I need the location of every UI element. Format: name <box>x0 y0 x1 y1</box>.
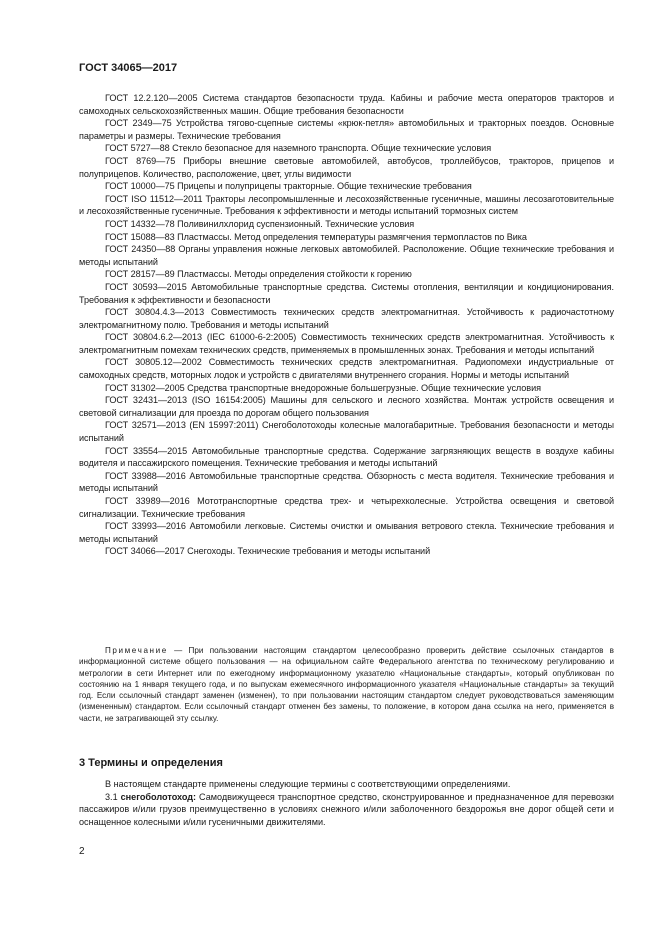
normative-references-list <box>79 92 614 558</box>
section-body <box>79 778 614 828</box>
reference-item: ГОСТ 34066—2017 Снегоходы. Технические требования и методы испытаний <box>105 546 431 557</box>
reference-item: ГОСТ 30593—2015 Автомобильные транспортные средства. Системы отопления, вентиляции и кондиционирования. Требования к эффективности и безопасности <box>79 281 614 305</box>
reference-item: ГОСТ 33989—2016 Мототранспортные средства трех- и четырехколесные. Устройства освещения и световой сигнализации. Технические требования <box>79 496 614 519</box>
term-name: снегоболотоход: <box>120 791 197 802</box>
term-definition <box>79 791 614 829</box>
document-header: ГОСТ 34065—2017 <box>79 62 178 74</box>
reference-item: ГОСТ 10000—75 Прицепы и полуприцепы тракторные. Общие технические требования <box>105 181 472 192</box>
page-number: 2 <box>79 846 85 857</box>
reference-item: ГОСТ 12.2.120—2005 Система стандартов безопасности труда. Кабины и рабочие места операторов тракторов и самоходных сельскохозяйственных машин. Общие требования безопасности <box>79 93 614 116</box>
reference-item: ГОСТ 33993—2016 Автомобили легковые. Системы очистки и омывания ветрового стекла. Технические требования и методы испытаний <box>79 521 614 544</box>
note-label: Примечание <box>105 646 168 655</box>
reference-item: ГОСТ 28157—89 Пластмассы. Методы определения стойкости к горению <box>105 269 412 280</box>
reference-item: ГОСТ 30804.4.3—2013 Совместимость технических средств электромагнитная. Устойчивость к радиочастотному электромагнитному полю. Требования и методы испытаний <box>79 307 614 330</box>
section-intro: В настоящем стандарте применены следующие термины с соответствующими определениями. <box>105 779 511 789</box>
section-title: 3 Термины и определения <box>79 757 223 769</box>
reference-item: ГОСТ 31302—2005 Средства транспортные внедорожные большегрузные. Общие технические условия <box>105 382 541 393</box>
term-definition-text: Самодвижущееся транспортное средство, сконструированное и предназначенное для перевозки пассажиров и/или грузов преимущественно в условиях снежного и/или заболоченного бездорожья вне дорог общей сети и оснащенное колесными и/или гусеничными движителями. <box>79 791 615 827</box>
reference-item: ГОСТ 30804.6.2—2013 (IEC 61000-6-2:2005) Совместимость технических средств электромагнитная. Устойчивость к электромагнитным помехам технических средств, применяемых в промышленных зонах. Требования и методы испытаний <box>79 332 614 355</box>
note-paragraph <box>79 645 614 724</box>
reference-item: ГОСТ 32571—2013 (EN 15997:2011) Снегоболотоходы колесные малогабаритные. Требования безопасности и методы испытаний <box>79 420 614 444</box>
note-text: — При пользовании настоящим стандартом целесообразно проверить действие ссылочных стандартов в информационной системе общего пользования — на официальном сайте Федерального агентства по техническому регулированию и метрологии в сети Интернет или по ежегодному информационному указателю «Национальные стандарты», который опубликован по состоянию на 1 января текущего года, и по выпускам ежемесячного информационного указателя «Национальные стандарты» за текущий год. Если ссылочный стандарт заменен (изменен), то при пользовании настоящим стандартом следует руководствоваться заменяющим (измененным) стандартом. Если ссылочный стандарт отменен без замены, то положение, в котором дана ссылка на него, применяется в части, не затрагивающей эту ссылку. <box>79 646 614 723</box>
reference-item: ГОСТ 8769—75 Приборы внешние световые автомобилей, автобусов, троллейбусов, тракторов, прицепов и полуприцепов. Количество, расположение, цвет, углы видимости <box>79 155 614 179</box>
reference-item: ГОСТ 15088—83 Пластмассы. Метод определения температуры размягчения термопластов по Вика <box>105 231 527 242</box>
reference-item: ГОСТ 32431—2013 (ISO 16154:2005) Машины для сельского и лесного хозяйства. Монтаж устройств освещения и световой сигнализации для проезда по дорогам общего пользования <box>79 395 614 418</box>
reference-item: ГОСТ 2349—75 Устройства тягово-сцепные системы «крюк-петля» автомобильных и тракторных поездов. Основные параметры и размеры. Технические требования <box>79 118 614 141</box>
reference-item: ГОСТ ISO 11512—2011 Тракторы лесопромышленные и лесохозяйственные гусеничные, машины лесозаготовительные и лесохозяйственные гусеничные. Требования к эффективности и методы испытаний тормозных систем <box>79 193 614 217</box>
reference-item: ГОСТ 24350—88 Органы управления ножные легковых автомобилей. Расположение. Общие технические требования и методы испытаний <box>79 244 614 267</box>
term-number: 3.1 <box>105 791 121 802</box>
reference-item: ГОСТ 33988—2016 Автомобильные транспортные средства. Обзорность с места водителя. Технические требования и методы испытаний <box>79 470 614 494</box>
reference-item: ГОСТ 33554—2015 Автомобильные транспортные средства. Содержание загрязняющих веществ в воздухе кабины водителя и пассажирского помещения. Технические требования и методы испытаний <box>79 445 614 469</box>
reference-item: ГОСТ 30805.12—2002 Совместимость технических средств электромагнитная. Радиопомехи индустриальные от самоходных средств, моторных лодок и устройств с двигателями внутреннего сгорания. Нормы и методы испытаний <box>79 357 614 381</box>
reference-item: ГОСТ 14332—78 Поливинилхлорид суспензионный. Технические условия <box>105 218 415 229</box>
reference-item: ГОСТ 5727—88 Стекло безопасное для наземного транспорта. Общие технические условия <box>105 143 492 154</box>
